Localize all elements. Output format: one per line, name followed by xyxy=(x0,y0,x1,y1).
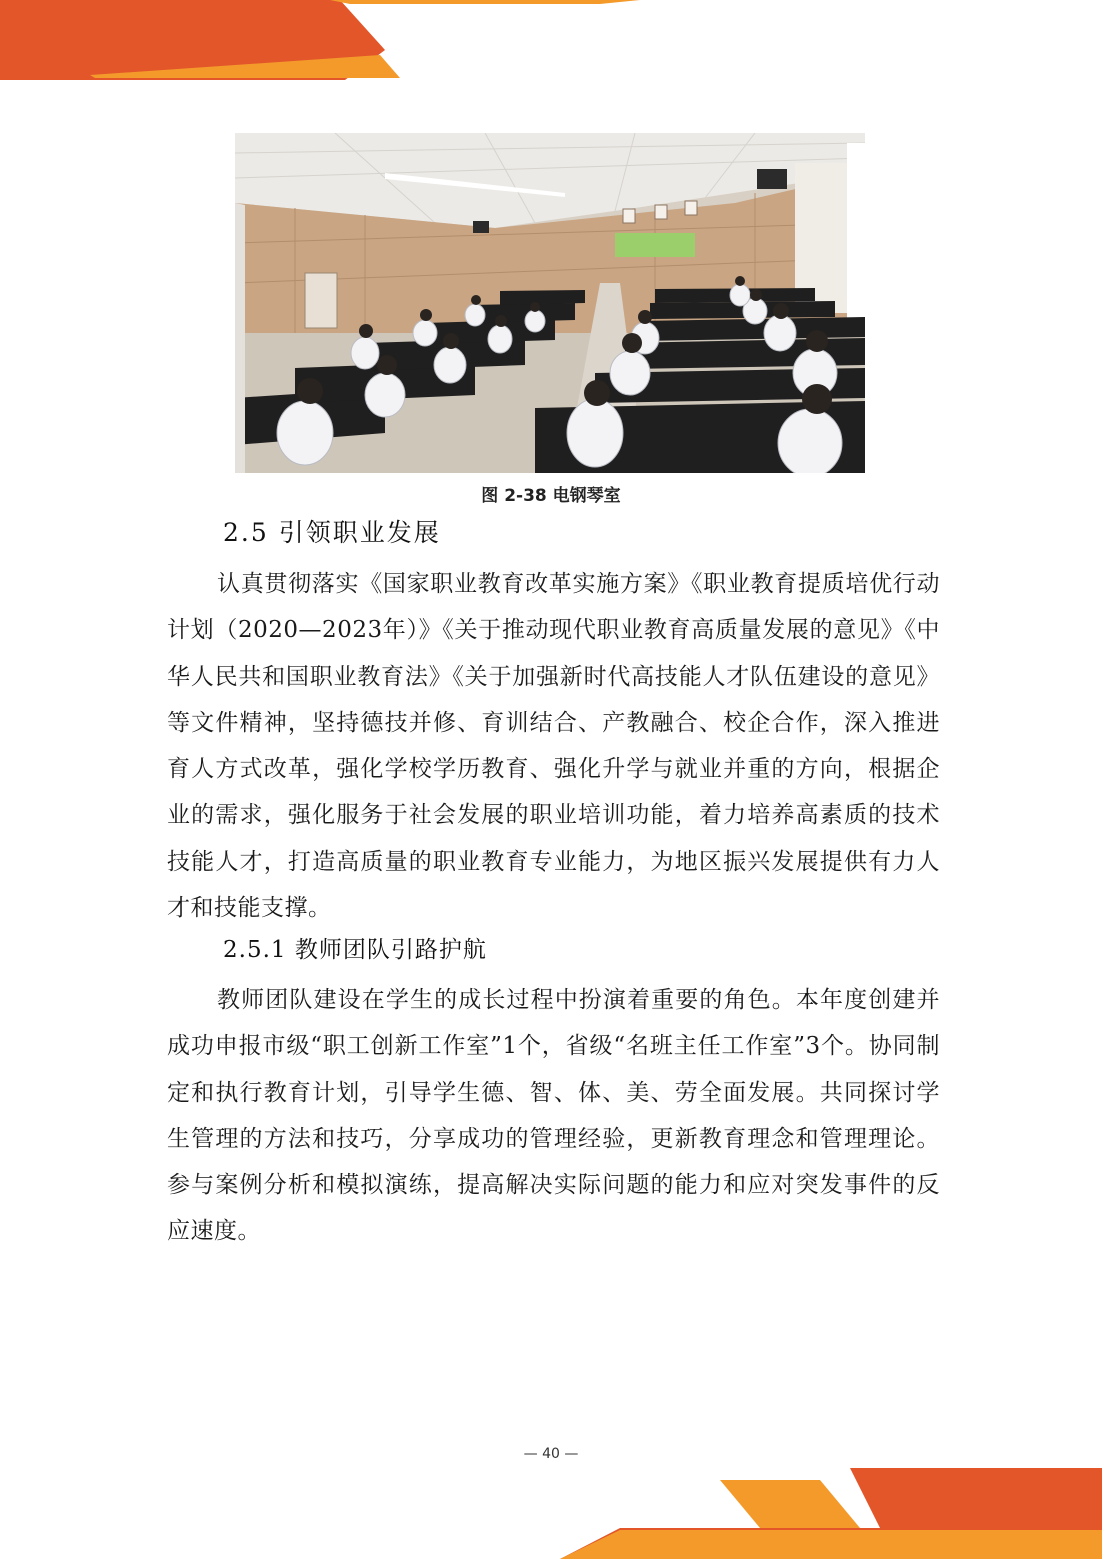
figure-caption: 图 2-38 电钢琴室 xyxy=(481,486,621,506)
piano-classroom-photo xyxy=(235,133,865,473)
section-paragraph: 认真贯彻落实《国家职业教育改革实施方案》《职业教育提质培优行动计划（2020—2023年）》《关于推动现代职业教育高质量发展的意见》《中华人民共和国职业教育法》《关于加强新时代高技能人才队伍建设的意见》等文件精神，坚持德技并修、育训结合、产教融合、校企合作，深入推进育人方式改革，强化学校学历教育、强化升学与就业并重的方向，根据企业的需求，强化服务于社会发展的职业培训功能，着力培养高素质的技术技能人才，打造高质量的职业教育专业能力，为地区振兴发展提供有力人才和技能支撑。 xyxy=(167,571,940,922)
subsection-paragraph: 教师团队建设在学生的成长过程中扮演着重要的角色。本年度创建并成功申报市级“职工创新工作室”1个，省级“名班主任工作室”3个。协同制定和执行教育计划，引导学生德、智、体、美、劳全面发展。共同探讨学生管理的方法和技巧，分享成功的管理经验，更新教育理念和管理理论。参与案例分析和模拟演练，提高解决实际问题的能力和应对突发事件的反应速度。 xyxy=(167,987,940,1245)
subsection-heading: 2.5.1 教师团队引路护航 xyxy=(223,937,487,963)
section-heading: 2.5 引领职业发展 xyxy=(223,518,441,547)
page-number: — 40 — xyxy=(523,1446,579,1462)
